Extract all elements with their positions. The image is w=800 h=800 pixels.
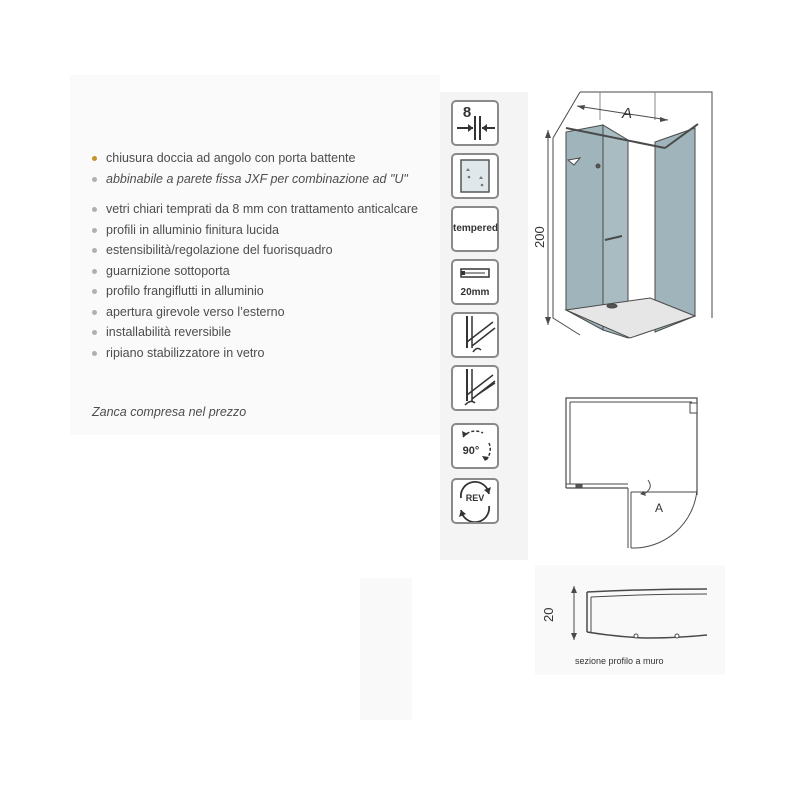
feature-item: vetri chiari temprati da 8 mm con trattamento anticalcare	[92, 199, 437, 220]
feature-item: chiusura doccia ad angolo con porta battente	[92, 148, 437, 169]
plan-view-drawing	[566, 398, 697, 548]
shower-enclosure-3d-drawing	[545, 92, 712, 338]
profile-width-label: 20mm	[460, 287, 490, 298]
glass-thickness-label: 8	[462, 104, 472, 121]
feature-item: ripiano stabilizzatore in vetro	[92, 343, 437, 364]
feature-item: installabilità reversibile	[92, 322, 437, 343]
feature-item: apertura girevole verso l’esterno	[92, 302, 437, 323]
width-dimension-label: A	[622, 105, 633, 122]
tempered-label: tempered	[453, 223, 499, 234]
reversible-label: REV	[465, 493, 485, 503]
feature-item: profili in alluminio finitura lucida	[92, 220, 437, 241]
height-dimension-label: 200	[532, 226, 547, 248]
wall-profile-section-drawing	[571, 586, 707, 640]
plan-width-label: A	[655, 501, 664, 515]
feature-item: profilo frangiflutti in alluminio	[92, 281, 437, 302]
profile-caption: sezione profilo a muro	[575, 656, 664, 666]
rotation-label: 90°	[462, 445, 480, 457]
feature-item: guarnizione sottoporta	[92, 261, 437, 282]
footer-note: Zanca compresa nel prezzo	[92, 405, 247, 419]
feature-item: estensibilità/regolazione del fuorisquadro	[92, 240, 437, 261]
profile-height-label: 20	[541, 607, 556, 622]
feature-item: abbinabile a parete fissa JXF per combinazione ad "U"	[92, 169, 437, 190]
